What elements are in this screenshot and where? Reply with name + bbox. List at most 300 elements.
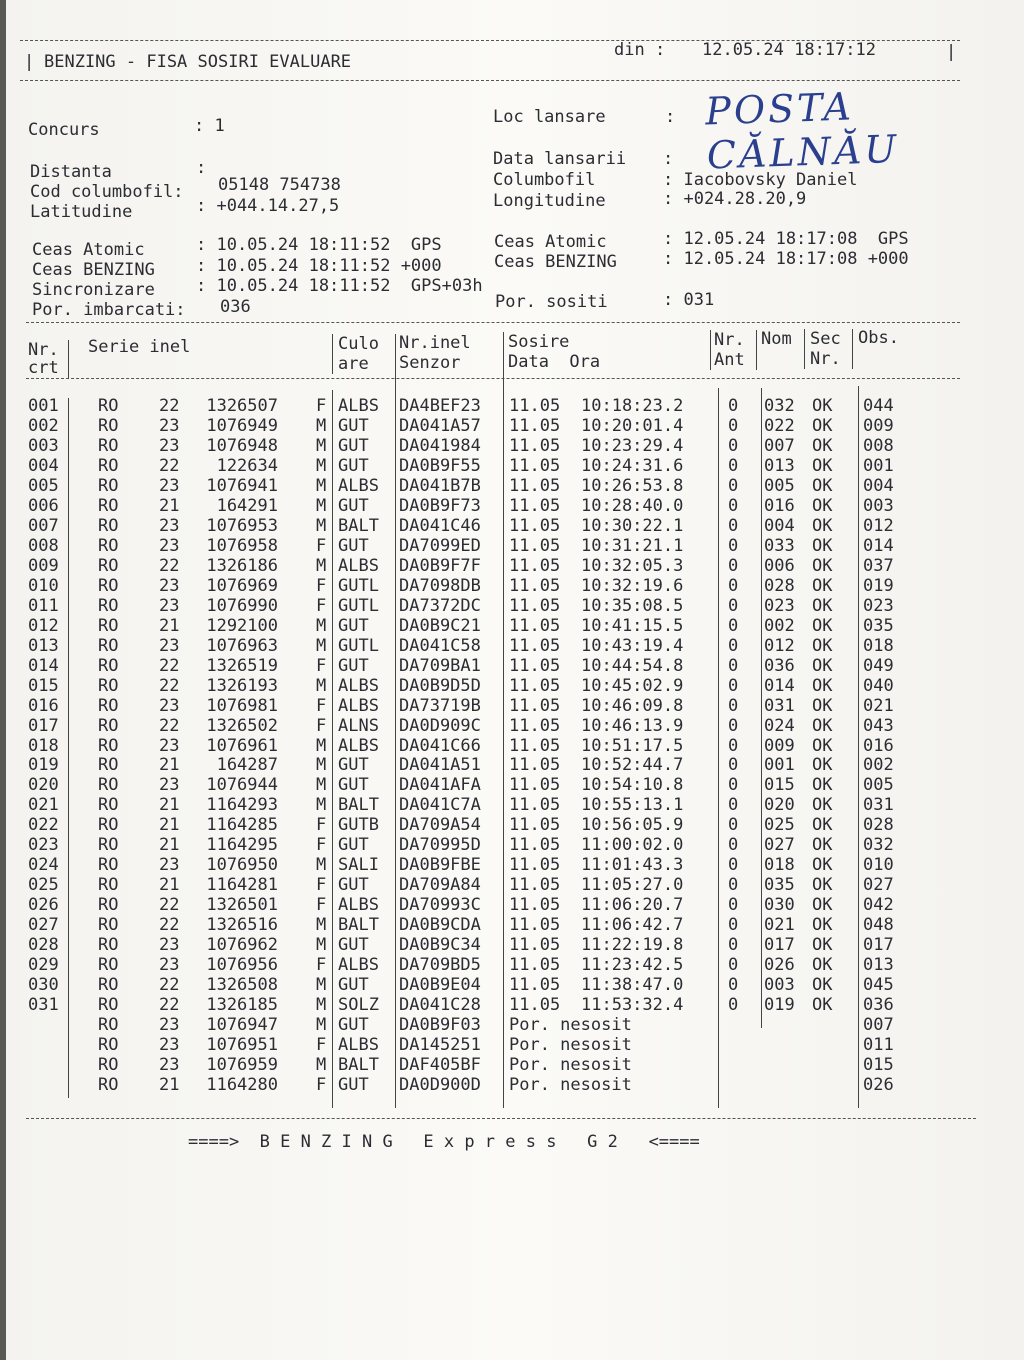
cell-sec: OK [812,975,833,996]
cell-sec: OK [812,715,833,736]
cell-color: ALBS [338,955,379,976]
cell-color: GUT [338,1015,369,1036]
cell-country: RO [98,575,119,596]
cell-sex: M [316,755,327,776]
cell-nom: 025 [764,815,795,836]
cell-obs: 048 [863,915,894,936]
cell-nr: 028 [28,935,59,956]
cell-nr: 005 [28,475,59,496]
cell-sensor: DA0D909C [399,715,481,736]
cell-sex: M [316,515,327,536]
cell-nom: 006 [764,555,795,576]
cell-sensor: DA041B7B [399,475,481,496]
cell-date: 11.05 [509,495,561,516]
cell-nom: 027 [764,835,795,856]
cell-ring: 1326508 [206,975,278,996]
cell-country: RO [98,995,119,1016]
cell-year: 23 [159,635,180,656]
cell-time: 10:18:23.2 [581,396,684,416]
cell-time: 11:06:20.7 [581,895,684,916]
col-culoare-header: Culo [338,334,379,354]
cell-country: RO [98,655,119,676]
cell-obs: 027 [863,875,894,896]
printout-paper [6,0,1024,1360]
cell-sec: OK [812,495,833,516]
cell-time: 10:54:10.8 [581,775,684,796]
cell-ring: 1076951 [206,1035,278,1056]
cell-year: 22 [159,995,180,1016]
cell-ant: 0 [728,615,739,636]
sincronizare-value: : 10.05.24 18:11:52 GPS+03h [196,276,483,296]
cell-sensor: DA041C28 [399,995,481,1016]
cell-ring: 1326507 [206,396,278,416]
cell-ant: 0 [728,815,739,836]
cell-year: 23 [159,515,180,536]
cell-time: 10:26:53.8 [581,475,684,496]
cell-sensor: DA145251 [399,1035,481,1056]
cell-country: RO [98,955,119,976]
cell-obs: 043 [863,715,894,736]
cell-nom: 007 [764,435,795,456]
cell-obs: 003 [863,495,894,516]
cell-ring: 1326516 [206,915,278,936]
cell-sex: F [316,655,327,676]
cell-sec: OK [812,695,833,716]
cell-ant: 0 [728,455,739,476]
cell-nom: 020 [764,795,795,816]
cell-nom: 004 [764,515,795,536]
cell-sec: OK [812,815,833,836]
cell-year: 22 [159,975,180,996]
loc-handwritten: POSTA CĂLNĂU [704,84,900,178]
date-label: din : [614,40,666,60]
cell-date: 11.05 [509,735,561,756]
col-line-sosire [718,388,719,1108]
cell-nom: 012 [764,635,795,656]
col-serie-header: Serie inel [88,337,191,357]
cell-date: 11.05 [509,535,561,556]
cell-country: RO [98,535,119,556]
cell-date: 11.05 [509,895,561,916]
cell-sex: M [316,555,327,576]
cell-color: GUTB [338,815,379,836]
cell-date: 11.05 [509,415,561,436]
col-nom-header: Nom [761,329,792,349]
cell-date: 11.05 [509,915,561,936]
ceas-atomic2-value: : 12.05.24 18:17:08 GPS [663,229,909,249]
cell-time: 10:56:05.9 [581,815,684,836]
cell-color: BALT [338,795,379,816]
cell-country: RO [98,396,119,416]
latitudine-label: Latitudine [30,202,133,222]
cell-country: RO [98,515,119,536]
cell-year: 23 [159,1035,180,1056]
cell-country: RO [98,735,119,756]
cell-obs: 015 [863,1055,894,1076]
date-value: 12.05.24 18:17:12 [702,40,876,60]
cell-sensor: DA041C7A [399,795,481,816]
cell-nr: 014 [28,655,59,676]
cell-country: RO [98,1074,119,1095]
cell-color: GUT [338,455,369,476]
cell-ant: 0 [728,695,739,716]
cell-sex: F [316,895,327,916]
cell-sensor: DA709A84 [399,875,481,896]
cell-ring: 1076981 [206,695,278,716]
cell-sex: M [316,735,327,756]
cell-ring: 164287 [216,755,278,776]
cell-obs: 016 [863,735,894,756]
cell-sex: F [316,835,327,856]
cell-nom: 022 [764,415,795,436]
imbarcati-value: 036 [220,297,251,317]
cell-time: 11:23:42.5 [581,955,684,976]
cell-ring: 1326186 [206,555,278,576]
cell-sensor: DA0B9F73 [399,495,481,516]
cell-sec: OK [812,895,833,916]
col-line-nom [804,329,805,369]
cell-sensor: DA0B9D5D [399,675,481,696]
col-obs-header: Obs. [858,328,899,348]
cell-color: ALBS [338,475,379,496]
header-bar-right: | [946,42,957,62]
cell-color: ALBS [338,895,379,916]
cell-country: RO [98,1055,119,1076]
cell-sec: OK [812,575,833,596]
cell-ant: 0 [728,595,739,616]
cell-nom: 001 [764,755,795,776]
cell-date: 11.05 [509,955,561,976]
cell-obs: 010 [863,855,894,876]
cell-sec: OK [812,835,833,856]
cell-nom: 003 [764,975,795,996]
distanta-value: : [196,158,207,178]
cell-year: 22 [159,455,180,476]
cell-sec: OK [812,615,833,636]
cell-year: 23 [159,935,180,956]
cell-ring: 1164281 [206,875,278,896]
cell-sex: F [316,396,327,416]
cell-nr: 024 [28,855,59,876]
cell-color: GUTL [338,595,379,616]
cell-nom: 019 [764,995,795,1016]
cell-nr: 027 [28,915,59,936]
cell-year: 23 [159,415,180,436]
cell-sensor: DA7372DC [399,595,481,616]
cell-sensor: DA041A57 [399,415,481,436]
cell-ring: 1164293 [206,795,278,816]
cell-year: 21 [159,835,180,856]
cell-date: 11.05 [509,635,561,656]
cell-date: 11.05 [509,675,561,696]
cell-color: GUT [338,875,369,896]
cell-nr: 026 [28,895,59,916]
cell-sex: M [316,915,327,936]
cell-ring: 1076961 [206,735,278,756]
cell-time: 10:55:13.1 [581,795,684,816]
ceas-benzing2-value: : 12.05.24 18:17:08 +000 [663,249,909,269]
cell-obs: 012 [863,515,894,536]
cell-sex: F [316,815,327,836]
cell-ring: 1292100 [206,615,278,636]
cell-country: RO [98,635,119,656]
cell-ant: 0 [728,495,739,516]
cell-nr: 017 [28,715,59,736]
cell-date: 11.05 [509,396,561,416]
cell-nr: 003 [28,435,59,456]
cell-year: 21 [159,815,180,836]
cell-ant: 0 [728,396,739,416]
col-line-serie [332,390,333,1108]
cell-obs: 002 [863,755,894,776]
ceas-benzing2-label: Ceas BENZING [494,252,617,272]
cell-color: ALBS [338,735,379,756]
concurs-label: Concurs [28,120,100,140]
cell-date: 11.05 [509,855,561,876]
cell-date: 11.05 [509,515,561,536]
longitudine-value: : +024.28.20,9 [663,189,807,209]
cell-sensor: DAF405BF [399,1055,481,1076]
cell-date: 11.05 [509,995,561,1016]
cell-ring: 1076941 [206,475,278,496]
cell-country: RO [98,1015,119,1036]
cell-ring: 1326501 [206,895,278,916]
cell-ring: 1076944 [206,775,278,796]
cell-time: 11:53:32.4 [581,995,684,1016]
cell-sex: M [316,1015,327,1036]
cell-year: 22 [159,915,180,936]
cell-ring: 1076947 [206,1015,278,1036]
cell-time: 11:05:27.0 [581,875,684,896]
cell-ring: 1076949 [206,415,278,436]
cell-sensor: DA0B9C21 [399,615,481,636]
cell-color: SOLZ [338,995,379,1016]
cell-nr: 009 [28,555,59,576]
cell-color: ALBS [338,1035,379,1056]
cell-country: RO [98,875,119,896]
cell-sec: OK [812,655,833,676]
cell-color: BALT [338,515,379,536]
cell-country: RO [98,935,119,956]
cell-color: GUT [338,415,369,436]
cell-time: 10:32:19.6 [581,575,684,596]
cell-date: Por. nesosit [509,1055,632,1076]
cell-year: 21 [159,755,180,776]
cell-ant: 0 [728,735,739,756]
cell-nr: 004 [28,455,59,476]
cell-date: 11.05 [509,595,561,616]
cell-obs: 021 [863,695,894,716]
data-lansarii-value: : [663,149,674,169]
cell-nom: 035 [764,875,795,896]
cell-sensor: DA7098DB [399,575,481,596]
cell-obs: 026 [863,1074,894,1095]
cell-color: ALBS [338,675,379,696]
col-sec-header-2: Nr. [810,349,841,369]
cell-country: RO [98,615,119,636]
cell-sensor: DA0D900D [399,1074,481,1095]
cell-sensor: DA041984 [399,435,481,456]
cell-ring: 1076969 [206,575,278,596]
col-line-sec [858,386,859,1108]
longitudine-label: Longitudine [493,191,606,211]
cell-nr: 002 [28,415,59,436]
cell-ant: 0 [728,935,739,956]
cell-country: RO [98,895,119,916]
cell-date: 11.05 [509,815,561,836]
cell-time: 10:44:54.8 [581,655,684,676]
cell-country: RO [98,415,119,436]
cell-sensor: DA0B9CDA [399,915,481,936]
cell-sensor: DA70993C [399,895,481,916]
col-line-nr [68,398,69,1098]
cell-ring: 1076950 [206,855,278,876]
cell-nr: 022 [28,815,59,836]
cell-sensor: DA709BD5 [399,955,481,976]
cell-year: 23 [159,775,180,796]
cell-ant: 0 [728,535,739,556]
cell-obs: 042 [863,895,894,916]
cell-obs: 049 [863,655,894,676]
cell-nr: 011 [28,595,59,616]
cell-ant: 0 [728,475,739,496]
cell-ant: 0 [728,995,739,1016]
cell-sensor: DA041C66 [399,735,481,756]
cell-country: RO [98,715,119,736]
cell-year: 23 [159,575,180,596]
cell-obs: 019 [863,575,894,596]
cell-color: GUT [338,755,369,776]
cell-sex: M [316,495,327,516]
col-line-culoare [395,334,396,1108]
cell-nr: 016 [28,695,59,716]
cell-sec: OK [812,555,833,576]
cell-sensor: DA0B9F55 [399,455,481,476]
cell-obs: 023 [863,595,894,616]
cell-ring: 1164280 [206,1074,278,1095]
cell-ant: 0 [728,955,739,976]
cell-date: Por. nesosit [509,1015,632,1036]
cod-label: Cod columbofil: [30,182,184,202]
cell-sensor: DA4BEF23 [399,396,481,416]
cell-date: 11.05 [509,555,561,576]
cell-ant: 0 [728,875,739,896]
cell-ant: 0 [728,975,739,996]
cell-sex: F [316,695,327,716]
cell-nom: 002 [764,615,795,636]
cell-color: BALT [338,915,379,936]
cell-year: 21 [159,615,180,636]
cell-ant: 0 [728,715,739,736]
cell-sec: OK [812,775,833,796]
cell-country: RO [98,855,119,876]
cell-nr: 029 [28,955,59,976]
cell-country: RO [98,595,119,616]
cell-sec: OK [812,875,833,896]
cell-date: 11.05 [509,695,561,716]
table-header-divider [26,378,960,379]
cell-year: 23 [159,435,180,456]
cell-color: ALBS [338,695,379,716]
cell-obs: 031 [863,795,894,816]
cell-color: GUT [338,495,369,516]
cell-sex: F [316,535,327,556]
ceas-atomic-label: Ceas Atomic [32,240,145,260]
cell-country: RO [98,495,119,516]
cell-obs: 004 [863,475,894,496]
cell-sex: F [316,1074,327,1095]
col-sosire-header: Sosire [508,332,570,352]
table-top-divider [26,322,960,323]
cell-time: 11:22:19.8 [581,935,684,956]
cell-time: 10:41:15.5 [581,615,684,636]
cell-sec: OK [812,435,833,456]
cell-date: 11.05 [509,935,561,956]
cell-date: 11.05 [509,475,561,496]
cell-ant: 0 [728,635,739,656]
cell-nr: 023 [28,835,59,856]
cell-ant: 0 [728,675,739,696]
cell-sex: F [316,715,327,736]
cell-time: 10:46:13.9 [581,715,684,736]
col-nr-header: Nr. [28,340,59,360]
cell-obs: 036 [863,995,894,1016]
ceas-benzing-label: Ceas BENZING [32,260,155,280]
columbofil-label: Columbofil [493,170,596,190]
cell-time: 10:51:17.5 [581,735,684,756]
cell-color: GUT [338,435,369,456]
cell-obs: 013 [863,955,894,976]
cell-year: 21 [159,875,180,896]
cell-obs: 028 [863,815,894,836]
cell-sensor: DA041C46 [399,515,481,536]
cell-time: 10:35:08.5 [581,595,684,616]
col-sec-header: Sec [810,329,841,349]
cell-nr: 018 [28,735,59,756]
distanta-label: Distanta [30,162,112,182]
cell-country: RO [98,695,119,716]
cell-sec: OK [812,915,833,936]
cell-ring: 1076953 [206,515,278,536]
cell-obs: 045 [863,975,894,996]
cell-ring: 1164285 [206,815,278,836]
cell-time: 11:01:43.3 [581,855,684,876]
cell-sec: OK [812,396,833,416]
cell-ant: 0 [728,515,739,536]
cell-country: RO [98,1035,119,1056]
cell-obs: 037 [863,555,894,576]
cell-color: GUT [338,935,369,956]
cell-sec: OK [812,855,833,876]
header-divider [20,80,960,81]
cell-sec: OK [812,795,833,816]
cell-nr: 001 [28,396,59,416]
cell-year: 23 [159,475,180,496]
cell-year: 21 [159,795,180,816]
col-culoare-header-2: are [338,354,369,374]
cell-time: 11:06:42.7 [581,915,684,936]
cell-year: 21 [159,495,180,516]
cell-year: 21 [159,1074,180,1095]
imbarcati-label: Por. imbarcati: [32,300,186,320]
cell-color: GUT [338,655,369,676]
cell-sec: OK [812,755,833,776]
cell-sensor: DA041C58 [399,635,481,656]
col-line-ant-header [756,330,757,370]
report-title: BENZING - FISA SOSIRI EVALUARE [44,52,352,72]
cell-country: RO [98,435,119,456]
col-inel-header: Nr.inel [399,333,471,353]
